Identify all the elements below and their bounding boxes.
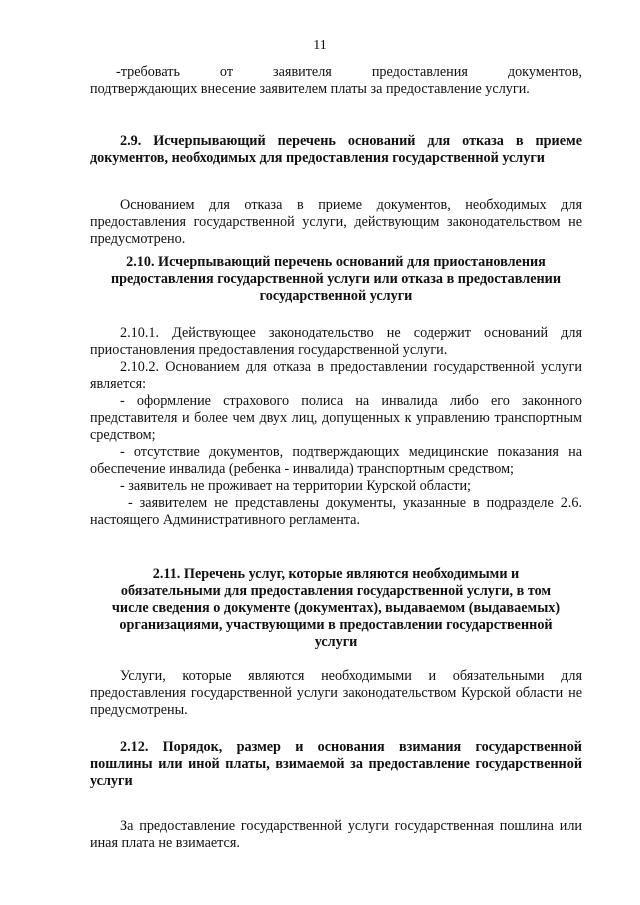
section-2-11 — [90, 566, 582, 651]
section-2-9-heading: 2.9. Исчерпывающий перечень оснований для отказа в приеме документов, необходимых для предоставления государственной услуги — [90, 133, 582, 166]
section-2-10 — [90, 254, 582, 529]
intro-paragraph — [90, 64, 582, 98]
page-number: 11 — [313, 38, 327, 53]
intro-line-1: -требовать от заявителя предоставления документов, — [116, 64, 582, 80]
section-2-11-body — [90, 668, 582, 719]
list-item: - отсутствие документов, подтверждающих медицинские показания на обеспечение инвалида (ребенка - инвалида) транспортным средством; — [90, 444, 582, 477]
section-2-10-heading: 2.10. Исчерпывающий перечень оснований для приостановления предоставления государственной услуги или отказа в предоставлении государственной услуги — [110, 254, 562, 304]
list-item: - заявитель не проживает на территории Курской области; — [120, 478, 471, 494]
section-2-11-heading: 2.11. Перечень услуг, которые являются необходимыми и обязательными для предоставления государственной услуги, в том числе сведения о документе (документах), выдаваемом (выдаваемых) организациями, участвующими в предоставлении государственной услуги — [111, 566, 561, 650]
section-2-10-p2: 2.10.2. Основанием для отказа в предоставлении государственной услуги является: — [90, 359, 582, 392]
section-2-12 — [90, 739, 582, 852]
list-item: - заявителем не представлены документы, указанные в подразделе 2.6. настоящего Административного регламента. — [90, 495, 582, 528]
intro-line-2: подтверждающих внесение заявителем платы за предоставление услуги. — [90, 81, 530, 97]
section-2-9 — [90, 133, 582, 248]
section-2-10-p1: 2.10.1. Действующее законодательство не содержит оснований для приостановления предоставления государственной услуги. — [90, 325, 582, 358]
section-2-12-text: За предоставление государственной услуги государственная пошлина или иная плата не взимается. — [90, 818, 582, 851]
section-2-11-text: Услуги, которые являются необходимыми и обязательными для предоставления государственной услуги законодательством Курской области не предусмотрены. — [90, 668, 582, 718]
section-2-12-heading: 2.12. Порядок, размер и основания взимания государственной пошлины или иной платы, взимаемой за предоставление государственной услуги — [90, 739, 582, 789]
section-2-9-text: Основанием для отказа в приеме документов, необходимых для предоставления государственной услуги, действующим законодательством не предусмотрено. — [90, 197, 582, 247]
list-item: - оформление страхового полиса на инвалида либо его законного представителя и более чем двух лиц, допущенных к управлению транспортным средством; — [90, 393, 582, 443]
